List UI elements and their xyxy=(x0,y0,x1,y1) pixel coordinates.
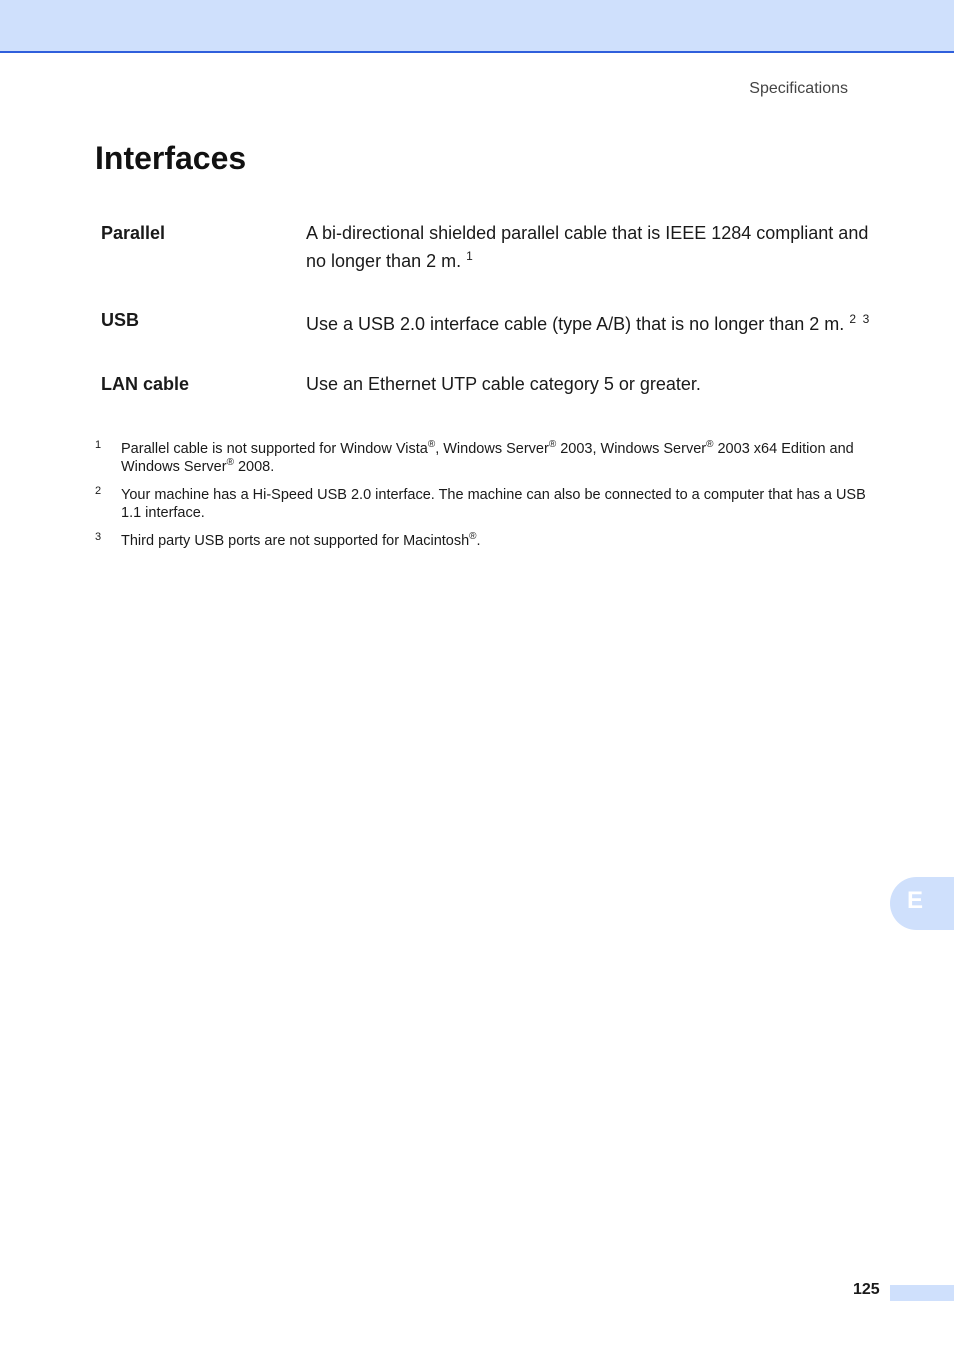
spec-description: Use a USB 2.0 interface cable (type A/B) that is no longer than 2 m. $^{2 3}$ xyxy=(306,312,870,334)
footnote-text: Your machine has a Hi-Speed USB 2.0 interface. The machine can also be connected to a computer that has a USB 1.1 interface. xyxy=(121,487,866,521)
header-band xyxy=(0,0,954,53)
spec-description: A bi-directional shielded parallel cable that is IEEE 1284 compliant and no longer than 2 m. $^1$ xyxy=(306,223,869,271)
footnote-1 xyxy=(95,440,885,476)
footnote-text: Parallel cable is not supported for Window Vista®, Windows Server® 2003, Windows Server® 2003 x64 Edition and Windows Server® 2008. xyxy=(121,439,854,475)
spec-label: USB xyxy=(101,310,140,330)
footnote-text: Third party USB ports are not supported for Macintosh®. xyxy=(121,531,481,549)
chapter-tab-letter: E xyxy=(907,887,924,914)
spec-description: Use an Ethernet UTP cable category 5 or greater. xyxy=(306,374,701,394)
footnote-number: 1 xyxy=(95,439,102,451)
footnote-3 xyxy=(95,532,885,550)
footnote-2 xyxy=(95,486,885,522)
spec-label: Parallel xyxy=(101,223,166,243)
spec-label: LAN cable xyxy=(101,374,190,394)
footnotes xyxy=(95,440,885,560)
footnote-number: 3 xyxy=(95,531,102,543)
footnote-number: 2 xyxy=(95,485,102,497)
footnote-ref: 2 3 xyxy=(849,312,870,326)
running-header: Specifications xyxy=(749,80,848,97)
page-number-bar xyxy=(890,1285,954,1301)
footnote-ref: 1 xyxy=(466,249,473,263)
page-title: Interfaces xyxy=(95,140,247,176)
page-number: 125 xyxy=(853,1281,880,1298)
